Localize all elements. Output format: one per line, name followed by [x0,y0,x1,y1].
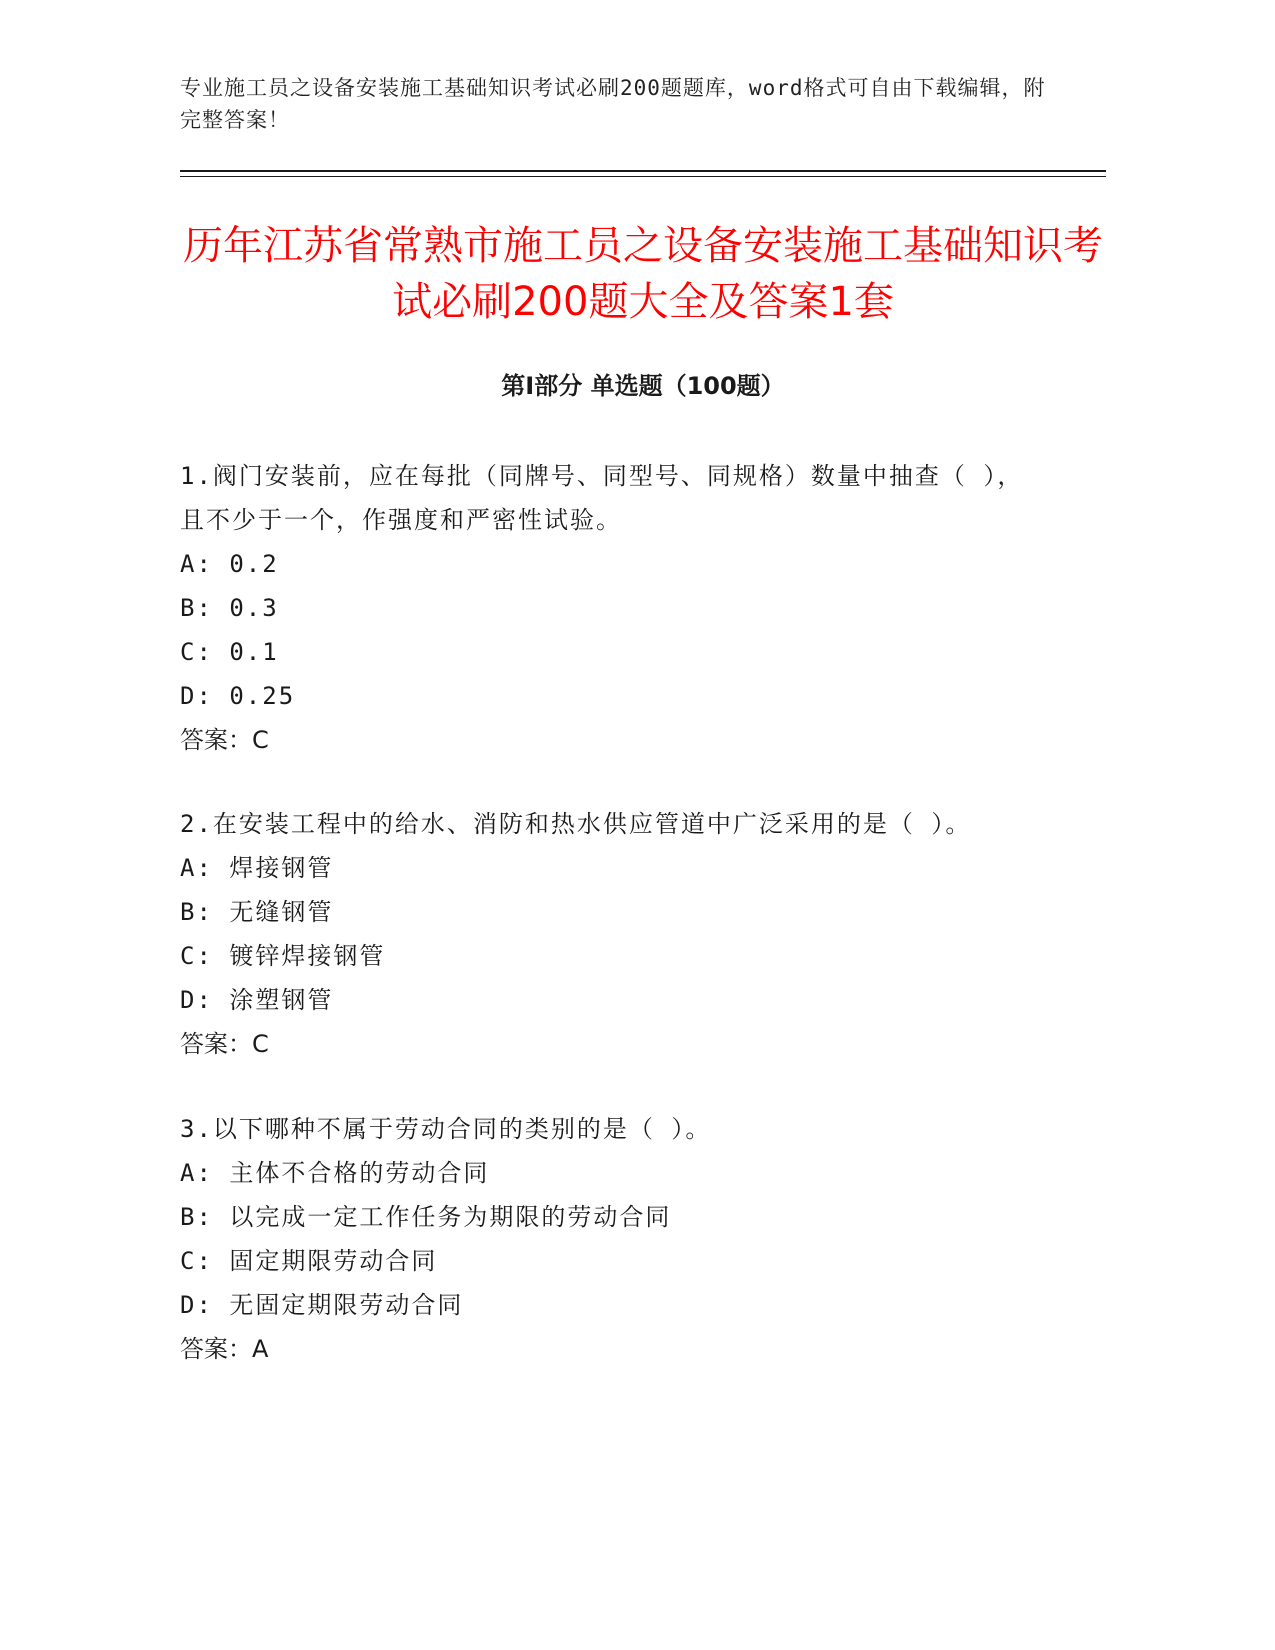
section-title: 第Ⅰ部分 单选题（100题） [501,372,785,400]
document-title: 历年江苏省常熟市施工员之设备安装施工基础知识考试必刷200题大全及答案1套 [183,223,1103,325]
answer-value: A [252,1335,269,1363]
answer-value: C [252,726,269,754]
question-3 [180,1107,1040,1371]
answer-label: 答案： [180,1335,252,1363]
option-a: A: 0.2 [180,550,279,578]
answer-label: 答案： [180,1030,252,1058]
option-b: B: 以完成一定工作任务为期限的劳动合同 [180,1203,672,1231]
header-note: 专业施工员之设备安装施工基础知识考试必刷200题题库，word格式可自由下载编辑，附完整答案！ [180,76,1046,132]
header-divider-thick [180,170,1106,172]
question-1 [180,454,1040,762]
option-a: A: 主体不合格的劳动合同 [180,1159,490,1187]
option-d: D: 0.25 [180,682,296,710]
answer-value: C [252,1030,269,1058]
option-d: D: 无固定期限劳动合同 [180,1291,464,1319]
header-divider-thin [180,176,1106,177]
option-b: B: 0.3 [180,594,279,622]
option-b: B: 无缝钢管 [180,898,334,926]
option-c: C: 镀锌焊接钢管 [180,942,386,970]
option-c: C: 0.1 [180,638,279,666]
question-stem: 1.阀门安装前，应在每批（同牌号、同型号、同规格）数量中抽查（ ），且不少于一个，作强度和严密性试验。 [180,462,1024,534]
answer-label: 答案： [180,726,252,754]
question-2 [180,802,1040,1066]
option-d: D: 涂塑钢管 [180,986,334,1014]
answer-line [180,718,1040,762]
question-stem: 2.在安装工程中的给水、消防和热水供应管道中广泛采用的是（ ）。 [180,810,972,838]
question-stem: 3.以下哪种不属于劳动合同的类别的是（ ）。 [180,1115,712,1143]
answer-line [180,1327,1040,1371]
answer-line [180,1022,1040,1066]
option-c: C: 固定期限劳动合同 [180,1247,438,1275]
option-a: A: 焊接钢管 [180,854,334,882]
